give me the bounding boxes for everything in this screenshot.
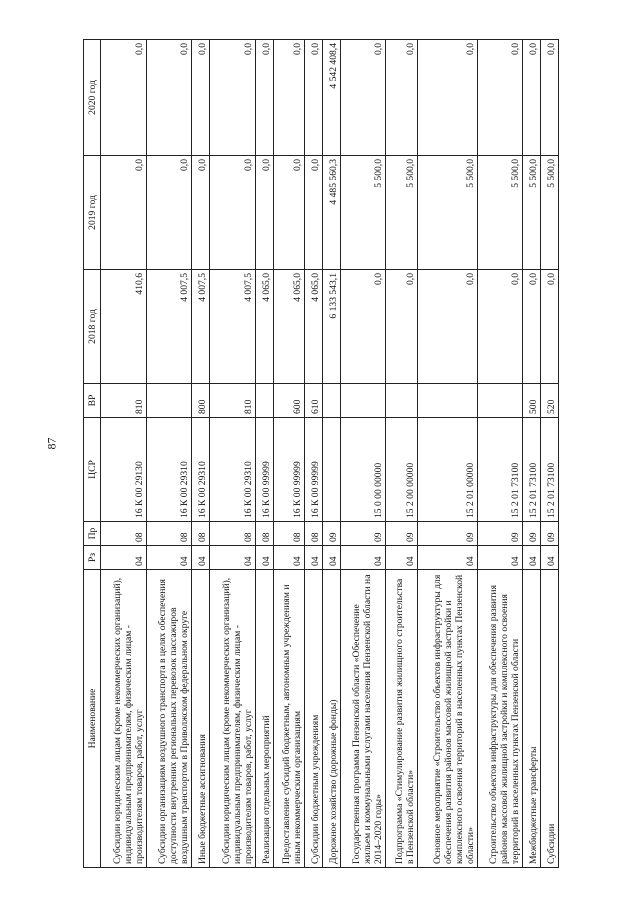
row-name-cell: Основное мероприятие «Строительство объектов инфраструктуры для обеспечения развития районов массовой жилищной застройки и комплексного освоения территорий в населенных пунктах Пензенской области» bbox=[418, 570, 478, 868]
row-name-cell: Субсидии организациям воздушного транспорта в целях обеспечения доступности внутренних региональных перевозок пассажиров воздушным транспортом в Приволжском федеральном округе bbox=[146, 570, 192, 868]
row-2020-cell: 0,0 bbox=[340, 40, 386, 156]
table-row bbox=[101, 40, 147, 868]
row-name-cell: Иные бюджетные ассигнования bbox=[192, 570, 210, 868]
row-csr-cell: 16 К 00 99999 bbox=[255, 418, 273, 522]
row-2020-cell: 0,0 bbox=[541, 40, 559, 156]
row-2018-cell: 0,0 bbox=[523, 270, 541, 384]
row-rz-cell: 04 bbox=[255, 546, 273, 570]
row-vr-cell bbox=[340, 384, 386, 418]
table-header-row bbox=[84, 40, 101, 868]
row-2018-cell: 410,6 bbox=[101, 270, 147, 384]
row-vr-cell bbox=[386, 384, 418, 418]
table-row bbox=[523, 40, 541, 868]
row-2020-cell: 4 542 408,4 bbox=[322, 40, 340, 156]
page-number: 87 bbox=[44, 437, 59, 450]
row-vr-cell: 600 bbox=[273, 384, 305, 418]
table-row bbox=[340, 40, 386, 868]
row-2019-cell: 0,0 bbox=[255, 156, 273, 270]
row-rz-cell: 04 bbox=[386, 546, 418, 570]
row-csr-cell: 15 2 00 00000 bbox=[386, 418, 418, 522]
row-2019-cell: 0,0 bbox=[305, 156, 323, 270]
header-rz: Рз bbox=[84, 546, 101, 570]
row-2019-cell: 0,0 bbox=[146, 156, 192, 270]
row-pr-cell: 08 bbox=[273, 522, 305, 546]
row-2019-cell: 0,0 bbox=[273, 156, 305, 270]
row-2019-cell: 0,0 bbox=[192, 156, 210, 270]
row-name-cell: Межбюджетные трансферты bbox=[523, 570, 541, 868]
row-vr-cell bbox=[418, 384, 478, 418]
row-2018-cell: 4 007,5 bbox=[192, 270, 210, 384]
row-vr-cell: 500 bbox=[523, 384, 541, 418]
row-2020-cell: 0,0 bbox=[418, 40, 478, 156]
row-name-cell: Дорожное хозяйство (дорожные фонды) bbox=[322, 570, 340, 868]
row-vr-cell: 520 bbox=[541, 384, 559, 418]
budget-table-container bbox=[83, 40, 559, 868]
row-2018-cell: 6 133 543,1 bbox=[322, 270, 340, 384]
row-pr-cell: 08 bbox=[101, 522, 147, 546]
row-name-cell: Реализация отдельных мероприятий bbox=[255, 570, 273, 868]
row-csr-cell bbox=[322, 418, 340, 522]
row-rz-cell: 04 bbox=[340, 546, 386, 570]
row-2018-cell: 0,0 bbox=[541, 270, 559, 384]
row-rz-cell: 04 bbox=[146, 546, 192, 570]
row-pr-cell: 09 bbox=[340, 522, 386, 546]
header-csr: ЦСР bbox=[84, 418, 101, 522]
row-name-cell: Строительство объектов инфраструктуры для обеспечения развития районов массовой жилищной застройки и комплексного освоения территорий в населенных пунктах Пензенской области bbox=[477, 570, 523, 868]
row-name-cell: Предоставление субсидий бюджетным, автономным учреждениям и иным некоммерческим организациям bbox=[273, 570, 305, 868]
row-vr-cell: 800 bbox=[192, 384, 210, 418]
row-2018-cell: 0,0 bbox=[477, 270, 523, 384]
row-2018-cell: 0,0 bbox=[418, 270, 478, 384]
row-2019-cell: 5 500,0 bbox=[477, 156, 523, 270]
row-2020-cell: 0,0 bbox=[273, 40, 305, 156]
row-csr-cell: 16 К 00 29310 bbox=[146, 418, 192, 522]
row-2019-cell: 0,0 bbox=[101, 156, 147, 270]
table-row bbox=[255, 40, 273, 868]
table-row bbox=[273, 40, 305, 868]
row-2018-cell: 4 065,0 bbox=[255, 270, 273, 384]
table-row bbox=[146, 40, 192, 868]
row-csr-cell: 15 2 01 73100 bbox=[523, 418, 541, 522]
row-csr-cell: 15 2 01 73100 bbox=[477, 418, 523, 522]
row-2020-cell: 0,0 bbox=[192, 40, 210, 156]
row-pr-cell: 08 bbox=[210, 522, 256, 546]
row-name-cell: Государственная программа Пензенской области «Обеспечение жильем и коммунальными услугами населения Пензенской области на 2014–2020 годы» bbox=[340, 570, 386, 868]
header-2018: 2018 год bbox=[84, 270, 101, 384]
row-2020-cell: 0,0 bbox=[477, 40, 523, 156]
row-2019-cell: 5 500,0 bbox=[523, 156, 541, 270]
budget-table bbox=[83, 39, 559, 868]
row-vr-cell: 810 bbox=[101, 384, 147, 418]
row-csr-cell: 16 К 00 29310 bbox=[210, 418, 256, 522]
row-2019-cell: 5 500,0 bbox=[418, 156, 478, 270]
row-csr-cell: 16 К 00 29310 bbox=[192, 418, 210, 522]
table-row bbox=[305, 40, 323, 868]
row-2019-cell: 5 500,0 bbox=[541, 156, 559, 270]
row-rz-cell: 04 bbox=[322, 546, 340, 570]
row-rz-cell: 04 bbox=[477, 546, 523, 570]
header-name: Наименование bbox=[84, 570, 101, 868]
row-csr-cell: 15 2 01 73100 bbox=[541, 418, 559, 522]
row-pr-cell: 09 bbox=[523, 522, 541, 546]
row-rz-cell: 04 bbox=[210, 546, 256, 570]
row-csr-cell: 16 К 00 99999 bbox=[273, 418, 305, 522]
row-pr-cell: 09 bbox=[418, 522, 478, 546]
table-row bbox=[541, 40, 559, 868]
row-pr-cell: 08 bbox=[146, 522, 192, 546]
row-2018-cell: 0,0 bbox=[340, 270, 386, 384]
row-name-cell: Субсидии bbox=[541, 570, 559, 868]
row-vr-cell bbox=[255, 384, 273, 418]
row-name-cell: Подпрограмма «Стимулирование развития жилищного строительства в Пензенской области» bbox=[386, 570, 418, 868]
row-pr-cell: 08 bbox=[192, 522, 210, 546]
row-2018-cell: 4 065,0 bbox=[273, 270, 305, 384]
row-pr-cell: 09 bbox=[477, 522, 523, 546]
row-vr-cell: 610 bbox=[305, 384, 323, 418]
row-csr-cell: 15 2 01 00000 bbox=[418, 418, 478, 522]
row-2019-cell: 0,0 bbox=[210, 156, 256, 270]
table-row bbox=[418, 40, 478, 868]
header-pr: Пр bbox=[84, 522, 101, 546]
row-pr-cell: 08 bbox=[305, 522, 323, 546]
row-pr-cell: 09 bbox=[541, 522, 559, 546]
row-2018-cell: 4 007,5 bbox=[210, 270, 256, 384]
row-pr-cell: 09 bbox=[386, 522, 418, 546]
row-2020-cell: 0,0 bbox=[210, 40, 256, 156]
row-2020-cell: 0,0 bbox=[305, 40, 323, 156]
header-2019: 2019 год bbox=[84, 156, 101, 270]
row-rz-cell: 04 bbox=[418, 546, 478, 570]
row-2020-cell: 0,0 bbox=[255, 40, 273, 156]
row-2020-cell: 0,0 bbox=[101, 40, 147, 156]
row-vr-cell bbox=[322, 384, 340, 418]
row-2020-cell: 0,0 bbox=[523, 40, 541, 156]
row-2018-cell: 0,0 bbox=[386, 270, 418, 384]
row-2019-cell: 4 485 560,3 bbox=[322, 156, 340, 270]
row-csr-cell: 16 К 00 99999 bbox=[305, 418, 323, 522]
row-2019-cell: 5 500,0 bbox=[340, 156, 386, 270]
row-pr-cell: 08 bbox=[255, 522, 273, 546]
row-csr-cell: 15 0 00 00000 bbox=[340, 418, 386, 522]
row-rz-cell: 04 bbox=[273, 546, 305, 570]
row-vr-cell: 810 bbox=[210, 384, 256, 418]
row-rz-cell: 04 bbox=[305, 546, 323, 570]
row-rz-cell: 04 bbox=[192, 546, 210, 570]
row-name-cell: Субсидии юридическим лицам (кроме некоммерческих организаций), индивидуальным предпринимателям, физическим лицам - производителям товаров, работ, услуг bbox=[210, 570, 256, 868]
row-vr-cell bbox=[146, 384, 192, 418]
header-vr: ВР bbox=[84, 384, 101, 418]
row-name-cell: Субсидии бюджетным учреждениям bbox=[305, 570, 323, 868]
row-2019-cell: 5 500,0 bbox=[386, 156, 418, 270]
row-vr-cell bbox=[477, 384, 523, 418]
row-rz-cell: 04 bbox=[101, 546, 147, 570]
row-2020-cell: 0,0 bbox=[146, 40, 192, 156]
table-row bbox=[386, 40, 418, 868]
table-row bbox=[477, 40, 523, 868]
row-2018-cell: 4 007,5 bbox=[146, 270, 192, 384]
row-rz-cell: 04 bbox=[523, 546, 541, 570]
table-row bbox=[322, 40, 340, 868]
row-pr-cell: 09 bbox=[322, 522, 340, 546]
row-2018-cell: 4 065,0 bbox=[305, 270, 323, 384]
row-2020-cell: 0,0 bbox=[386, 40, 418, 156]
table-row bbox=[210, 40, 256, 868]
row-name-cell: Субсидии юридическим лицам (кроме некоммерческих организаций), индивидуальным предпринимателям, физическим лицам - производителям товаров, работ, услуг bbox=[101, 570, 147, 868]
table-row bbox=[192, 40, 210, 868]
row-rz-cell: 04 bbox=[541, 546, 559, 570]
row-csr-cell: 16 К 00 29130 bbox=[101, 418, 147, 522]
header-2020: 2020 год bbox=[84, 40, 101, 156]
